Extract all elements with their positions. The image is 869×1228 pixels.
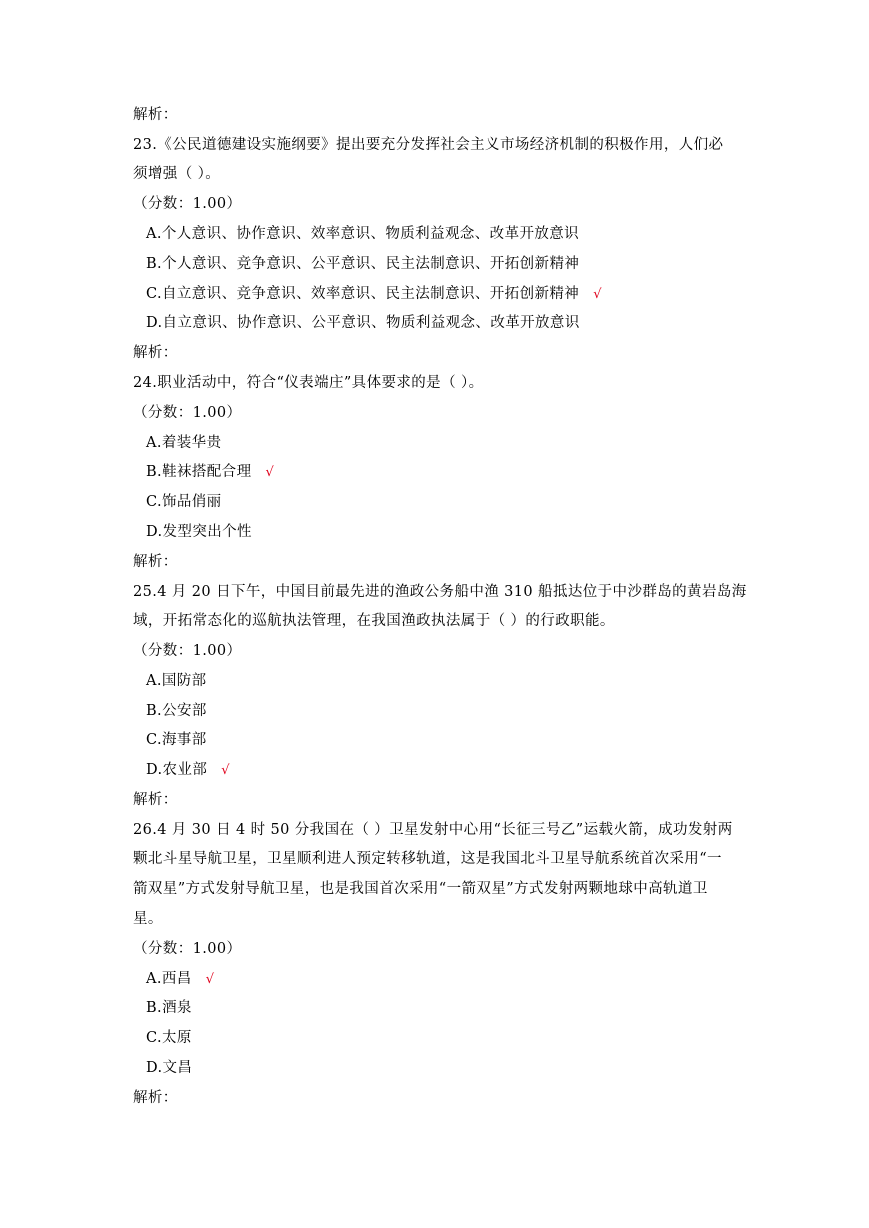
option-text: C.自立意识、竞争意识、效率意识、民主法制意识、开拓创新精神: [146, 286, 580, 302]
option-correct: [146, 760, 230, 781]
option-text: D.农业部: [146, 762, 208, 778]
option-correct: [146, 462, 274, 483]
option: A.着装华贵: [146, 435, 222, 451]
option-correct: [146, 284, 602, 305]
question-stem: 23.《公民道德建设实施纲要》提出要充分发挥社会主义市场经济机制的积极作用，人们必: [133, 137, 724, 153]
question-stem: 24.职业活动中，符合“仪表端庄”具体要求的是（ ）。: [133, 375, 484, 391]
question-score: （分数：1.00）: [133, 643, 242, 659]
option-correct: [146, 969, 214, 990]
analysis-label: 解析：: [133, 554, 178, 570]
question-stem: 颗北斗星导航卫星，卫星顺利进人预定转移轨道，这是我国北斗卫星导航系统首次采用“一: [133, 851, 722, 867]
option: B.公安部: [146, 703, 207, 719]
option: A.国防部: [146, 673, 207, 689]
option: D.发型突出个性: [146, 524, 252, 540]
option: C.太原: [146, 1030, 192, 1046]
question-stem: 25.4 月 20 日下午，中国目前最先进的渔政公务船中渔 310 船抵达位于中沙群岛的黄岩岛海: [133, 584, 747, 600]
option-text: B.鞋袜搭配合理: [146, 464, 252, 480]
question-stem: 26.4 月 30 日 4 时 50 分我国在（ ）卫星发射中心用“长征三号乙”运载火箭，成功发射两: [133, 822, 733, 838]
check-mark-icon: √: [221, 763, 230, 778]
option: C.海事部: [146, 732, 207, 748]
question-stem: 箭双星”方式发射导航卫星，也是我国首次采用“一箭双星”方式发射两颗地球中高轨道卫: [133, 881, 708, 897]
option: C.饰品俏丽: [146, 494, 222, 510]
option: D.文昌: [146, 1060, 193, 1076]
question-stem: 星。: [133, 911, 163, 927]
option: B.个人意识、竞争意识、公平意识、民主法制意识、开拓创新精神: [146, 256, 580, 272]
analysis-label: 解析：: [133, 345, 178, 361]
analysis-label: 解析：: [133, 1090, 178, 1106]
analysis-label: 解析：: [133, 107, 178, 123]
check-mark-icon: √: [205, 972, 215, 987]
question-stem: 域，开拓常态化的巡航执法管理，在我国渔政执法属于（ ）的行政职能。: [133, 613, 615, 629]
question-stem: 须增强（ ）。: [133, 166, 221, 182]
question-score: （分数：1.00）: [133, 196, 242, 212]
question-score: （分数：1.00）: [133, 941, 242, 957]
option: B.酒泉: [146, 1000, 192, 1016]
analysis-label: 解析：: [133, 792, 178, 808]
option: A.个人意识、协作意识、效率意识、物质利益观念、改革开放意识: [146, 226, 580, 242]
question-score: （分数：1.00）: [133, 405, 242, 421]
option: D.自立意识、协作意识、公平意识、物质利益观念、改革开放意识: [146, 315, 580, 331]
check-mark-icon: √: [593, 287, 602, 302]
option-text: A.西昌: [146, 971, 192, 987]
check-mark-icon: √: [265, 465, 275, 480]
